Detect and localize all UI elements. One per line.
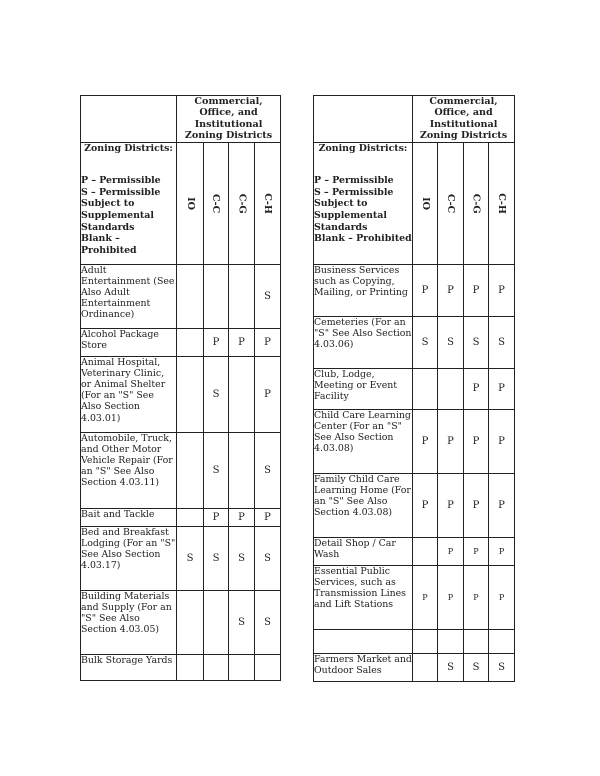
table-row (81, 328, 281, 356)
permission-cell-io (413, 368, 438, 409)
permission-cell-c-g: P (464, 368, 489, 409)
permission-cell-c-h: S (489, 316, 515, 368)
column-header-c-c: C-C (204, 142, 229, 264)
permission-cell-c-c: P (204, 508, 229, 526)
group-header: Commercial, Office, and Institutional Zoning Districts (413, 96, 515, 143)
table-row (81, 590, 281, 654)
column-header-c-g: C-G (229, 142, 255, 264)
zoning-table-left (80, 95, 281, 681)
land-use-label: Alcohol Package Store (81, 328, 177, 356)
permission-cell-io: P (413, 473, 438, 537)
table-row (81, 432, 281, 508)
land-use-label: Family Child Care Learning Home (For an "S" See Also Section 4.03.08) (314, 473, 413, 537)
table-row (314, 473, 515, 537)
land-use-label: Detail Shop / Car Wash (314, 537, 413, 565)
permission-cell-c-c: S (438, 653, 464, 681)
legend-title: Zoning Districts: (318, 142, 408, 154)
permission-cell-c-h: P (489, 264, 515, 316)
permission-cell-io: S (413, 316, 438, 368)
legend-line: S – Permissible Subject to Supplemental Standards (81, 186, 161, 233)
permission-cell-c-c: P (438, 537, 464, 565)
permission-cell-io (413, 653, 438, 681)
table-row (314, 537, 515, 565)
table-row (314, 409, 515, 473)
permission-cell-c-c: P (438, 473, 464, 537)
permission-cell-c-g (229, 432, 255, 508)
land-use-label: Animal Hospital, Veterinary Clinic, or Animal Shelter (For an "S" See Also Section 4.03.01) (81, 356, 177, 432)
permission-cell-c-h (489, 629, 515, 653)
permission-cell-c-c (204, 654, 229, 680)
permission-cell-c-h: S (255, 264, 281, 328)
permission-cell-c-g (229, 654, 255, 680)
permission-cell-c-c: P (438, 565, 464, 629)
table-body-right (314, 264, 515, 681)
permission-cell-c-g: P (464, 565, 489, 629)
corner-cell (314, 96, 413, 143)
table-row (81, 654, 281, 680)
legend-title: Zoning Districts: (84, 142, 173, 154)
permission-cell-c-g: P (229, 508, 255, 526)
column-header-c-c: C-C (438, 142, 464, 264)
column-header-io: IO (177, 142, 204, 264)
permission-cell-c-c (204, 264, 229, 328)
permission-cell-c-h: P (489, 409, 515, 473)
permission-cell-c-h: P (255, 356, 281, 432)
permission-cell-c-g (229, 356, 255, 432)
legend-cell (81, 142, 177, 264)
permission-cell-io (177, 590, 204, 654)
permission-cell-c-c: P (204, 328, 229, 356)
permission-cell-io: P (413, 409, 438, 473)
permission-cell-io: P (413, 565, 438, 629)
zoning-table-right (313, 95, 515, 682)
permission-cell-c-c (204, 590, 229, 654)
permission-cell-io (413, 629, 438, 653)
column-header-c-g: C-G (464, 142, 489, 264)
permission-cell-io: P (413, 264, 438, 316)
table-row (81, 508, 281, 526)
permission-cell-io: S (177, 526, 204, 590)
permission-cell-c-g: S (464, 653, 489, 681)
legend-line: Blank – Prohibited (81, 233, 137, 256)
permission-cell-io (177, 432, 204, 508)
permission-cell-c-g (229, 264, 255, 328)
permission-cell-io (177, 508, 204, 526)
permission-cell-c-c: S (204, 526, 229, 590)
land-use-label: Bait and Tackle (81, 508, 177, 526)
permission-cell-c-g: S (464, 316, 489, 368)
permission-cell-c-h: P (489, 565, 515, 629)
land-use-label: Bed and Breakfast Lodging (For an "S" See Also Section 4.03.17) (81, 526, 177, 590)
legend-line: Blank – Prohibited (314, 233, 412, 245)
permission-cell-c-c (438, 368, 464, 409)
permission-cell-io (413, 537, 438, 565)
land-use-label: Bulk Storage Yards (81, 654, 177, 680)
group-header: Commercial, Office, and Institutional Zoning Districts (177, 96, 281, 143)
land-use-label: Child Care Learning Center (For an "S" See Also Section 4.03.08) (314, 409, 413, 473)
permission-cell-c-h: S (489, 653, 515, 681)
column-header-c-h: C-H (255, 142, 281, 264)
header-row-group (81, 96, 281, 143)
permission-cell-c-h: P (489, 537, 515, 565)
legend-line: P – Permissible (314, 175, 394, 187)
legend-line: S – Permissible Subject to Supplemental Standards (314, 186, 394, 233)
permission-cell-io (177, 356, 204, 432)
table-row (314, 316, 515, 368)
permission-cell-c-h (255, 654, 281, 680)
permission-cell-c-g: S (229, 590, 255, 654)
header-row-columns (81, 142, 281, 264)
permission-cell-c-c: S (204, 356, 229, 432)
table-body-left (81, 264, 281, 680)
permission-cell-io (177, 328, 204, 356)
permission-cell-c-g: P (464, 473, 489, 537)
permission-cell-c-g: P (464, 409, 489, 473)
table-row (81, 356, 281, 432)
permission-cell-c-h: S (255, 526, 281, 590)
permission-cell-c-g: P (229, 328, 255, 356)
table-row (314, 653, 515, 681)
permission-cell-c-c: S (438, 316, 464, 368)
header-row-group (314, 96, 515, 143)
permission-cell-c-g: P (464, 537, 489, 565)
permission-cell-c-g: P (464, 264, 489, 316)
land-use-label: Business Services such as Copying, Mailing, or Printing (314, 264, 413, 316)
permission-cell-c-h: S (255, 432, 281, 508)
table-row (314, 565, 515, 629)
permission-cell-c-h: P (489, 368, 515, 409)
permission-cell-c-g (464, 629, 489, 653)
column-header-io: IO (413, 142, 438, 264)
land-use-label: Essential Public Services, such as Transmission Lines and Lift Stations (314, 565, 413, 629)
permission-cell-c-c: P (438, 264, 464, 316)
permission-cell-c-h: S (255, 590, 281, 654)
land-use-label (314, 629, 413, 653)
permission-cell-c-h: P (489, 473, 515, 537)
legend-line: P – Permissible (81, 175, 161, 187)
permission-cell-c-h: P (255, 508, 281, 526)
land-use-label: Automobile, Truck, and Other Motor Vehicle Repair (For an "S" See Also Section 4.03.11) (81, 432, 177, 508)
table-row (314, 629, 515, 653)
table-row (314, 264, 515, 316)
column-header-c-h: C-H (489, 142, 515, 264)
land-use-label: Cemeteries (For an "S" See Also Section 4.03.06) (314, 316, 413, 368)
table-row (81, 264, 281, 328)
corner-cell (81, 96, 177, 143)
permission-cell-c-c: P (438, 409, 464, 473)
permission-cell-c-g: S (229, 526, 255, 590)
legend-cell (314, 142, 413, 264)
permission-cell-c-c: S (204, 432, 229, 508)
table-row (314, 368, 515, 409)
permission-cell-c-h: P (255, 328, 281, 356)
land-use-label: Building Materials and Supply (For an "S" See Also Section 4.03.05) (81, 590, 177, 654)
land-use-label: Club, Lodge, Meeting or Event Facility (314, 368, 413, 409)
permission-cell-io (177, 264, 204, 328)
header-row-columns (314, 142, 515, 264)
table-row (81, 526, 281, 590)
permission-cell-c-c (438, 629, 464, 653)
land-use-label: Farmers Market and Outdoor Sales (314, 653, 413, 681)
land-use-label: Adult Entertainment (See Also Adult Entertainment Ordinance) (81, 264, 177, 328)
permission-cell-io (177, 654, 204, 680)
